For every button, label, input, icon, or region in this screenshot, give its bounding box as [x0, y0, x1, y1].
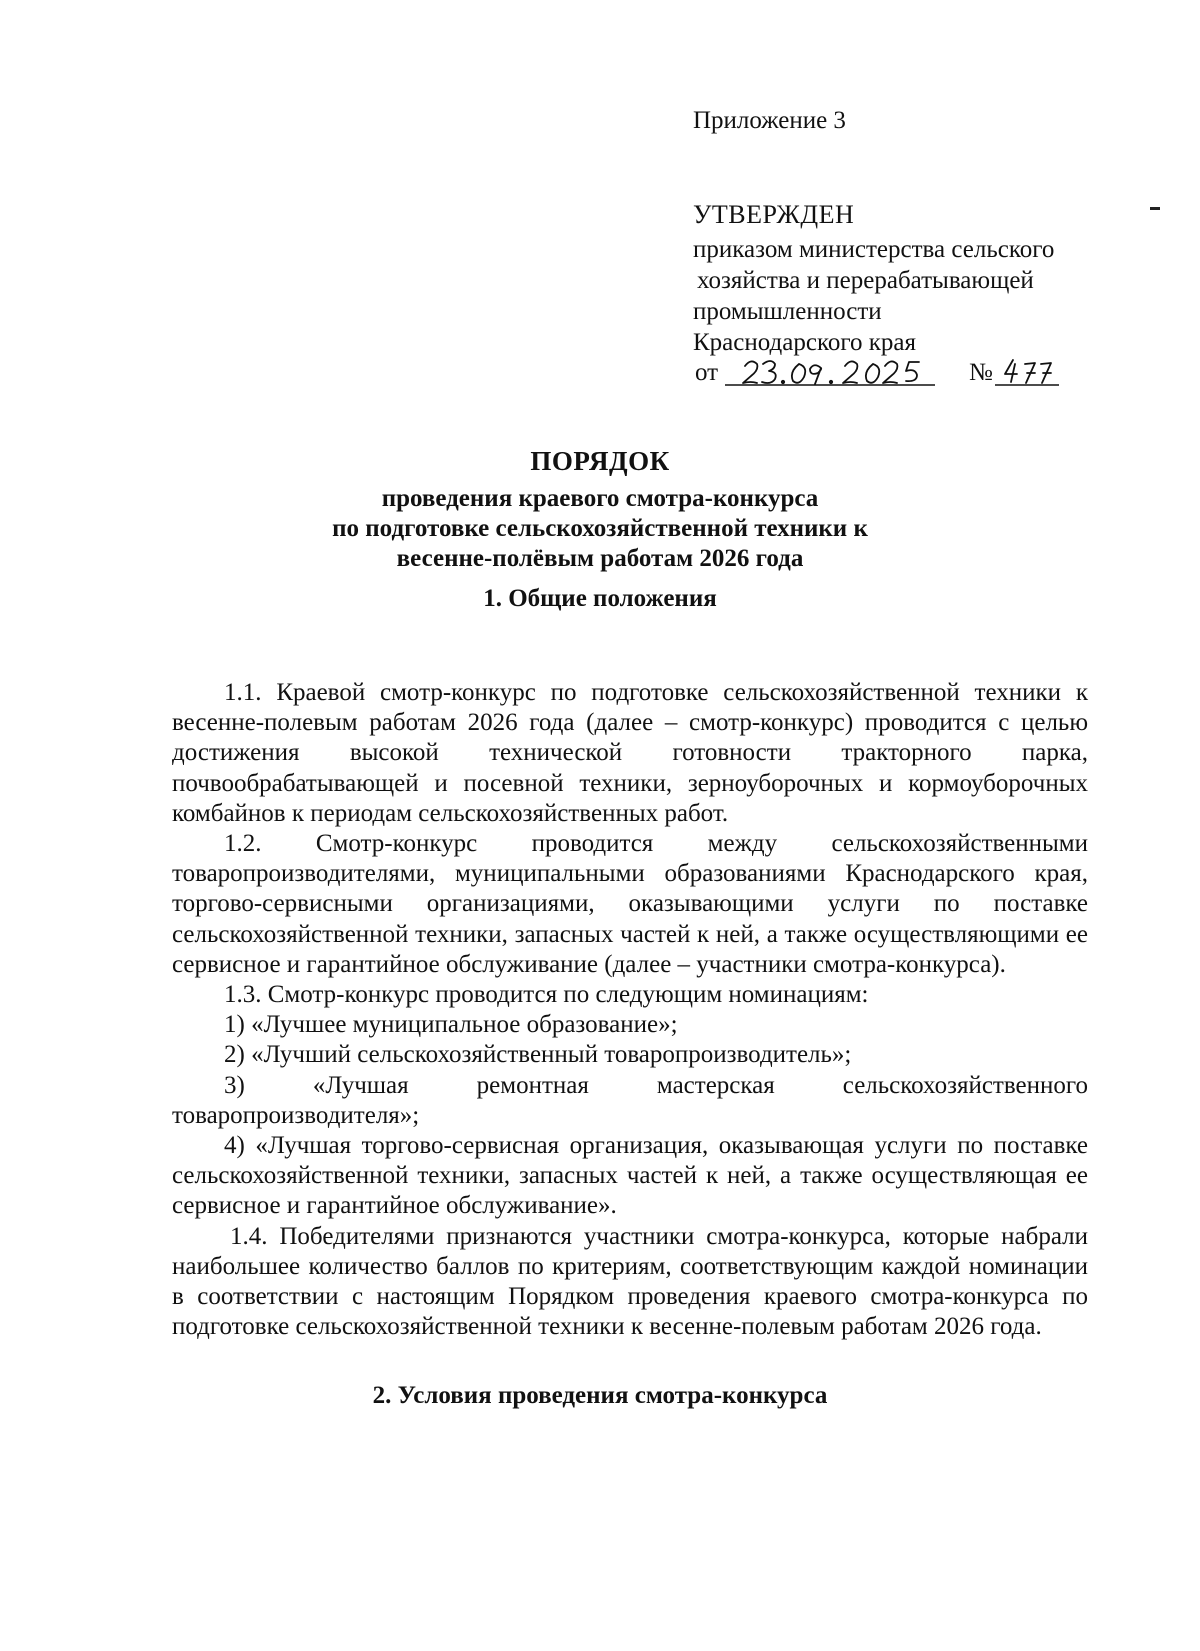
- approved-by-line: приказом министерства сельского: [693, 236, 1055, 263]
- number-prefix: №: [969, 359, 993, 386]
- title-line: проведения краевого смотра-конкурса: [381, 485, 819, 512]
- nomination-item: 1) «Лучшее муниципальное образование»;: [224, 1011, 678, 1039]
- appendix-label: Приложение 3: [693, 107, 846, 134]
- approved-by-line: Краснодарского края: [693, 329, 916, 356]
- section-2-heading: 2. Условия проведения смотра-конкурса: [372, 1382, 828, 1409]
- section-1-body: [172, 678, 1088, 1342]
- section-1-heading: 1. Общие положения: [483, 585, 717, 612]
- title-main: ПОРЯДОК: [530, 446, 670, 476]
- paragraph-1-3: 1.3. Смотр-конкурс проводится по следующим номинациям:: [224, 981, 869, 1009]
- nomination-item: 3) «Лучшая ремонтная мастерская сельскохозяйственного товаропроизводителя»;: [172, 1071, 1088, 1129]
- date-prefix: от: [695, 359, 719, 386]
- nomination-item: 2) «Лучший сельскохозяйственный товаропроизводитель»;: [224, 1041, 852, 1069]
- document-title: [0, 446, 1200, 574]
- nomination-item: 4) «Лучшая торгово-сервисная организация, оказывающая услуги по поставке сельскохозяйственной техники, запасных частей к ней, а также осуществляющая ее сервисное и гарантийное обслуживание».: [172, 1132, 1088, 1220]
- paragraph-1-2: 1.2. Смотр-конкурс проводится между сельскохозяйственными товаропроизводителями, муниципальными образованиями Краснодарского края, торгово-сервисными организациями, оказывающими услуги по поставке сельскохозяйственной техники, запасных частей к ней, а также осуществляющими ее сервисное и гарантийное обслуживание (далее – участники смотра-конкурса).: [172, 830, 1088, 978]
- paragraph-1-1: 1.1. Краевой смотр-конкурс по подготовке сельскохозяйственной техники к весенне-полевым работам 2026 года (далее – смотр-конкурс) проводится с целью достижения высокой технической готовности тракторного парка, почвообрабатывающей и посевной техники, зерноуборочных и кормоуборочных комбайнов к периодам сельскохозяйственных работ.: [172, 679, 1088, 827]
- title-line: по подготовке сельскохозяйственной техники к: [332, 515, 868, 542]
- title-line: весенне-полёвым работам 2026 года: [396, 545, 804, 572]
- approval-block: [693, 199, 1054, 358]
- approved-title: УТВЕРЖДЕН: [693, 200, 855, 229]
- handwritten-date: [723, 352, 1073, 396]
- approved-by-line: хозяйства и перерабатывающей: [697, 267, 1034, 294]
- scan-artifact: [1150, 207, 1160, 210]
- approved-by-line: промышленности: [693, 298, 882, 325]
- paragraph-1-4: 1.4. Победителями признаются участники смотра-конкурса, которые набрали наибольшее количество баллов по критериям, соответствующим каждой номинации в соответствии с настоящим Порядком проведения краевого смотра-конкурса по подготовке сельскохозяйственной техники к весенне-полевым работам 2026 года.: [172, 1222, 1088, 1341]
